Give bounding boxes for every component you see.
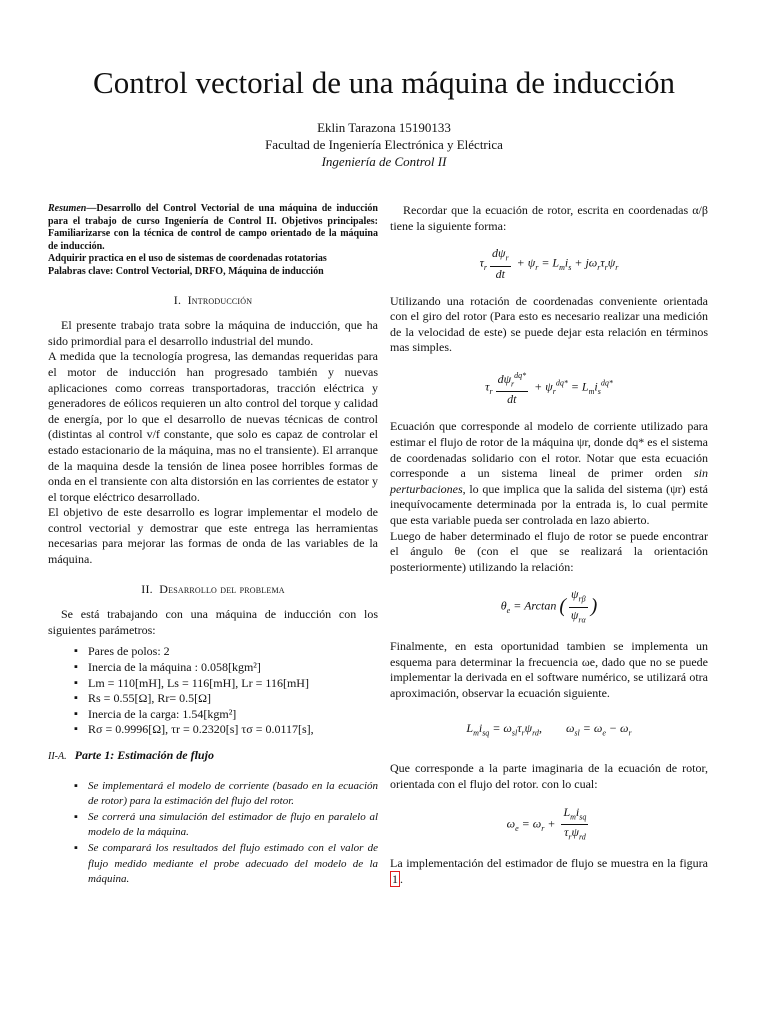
intro-paragraph-2: A medida que la tecnología progresa, las demandas requeridas para el motor de inducción han progresado también y nuevas aplicaciones como correas transportadoras, tracción eléctrica y generadores de eólicos requieren un alto control del torque y calidad de energía, por lo que el desarrollo de nuevas técnicas de control (distintas al control v/f constante, que solo es capaz de controlar el estado estacionario de la máquina, mas no el transiente). El arranque de la maquina desde la tensión de linea posee horribles formas de onda en el transiente con alta distorsión en las corrientes de estator y el torque eléctrico desarrollado. — [48, 349, 378, 504]
list-item: ▪ Se implementará el modelo de corriente (basado en la ecuación de rotor) para la estimación del flujo del rotor. — [88, 779, 378, 810]
left-column — [48, 203, 378, 888]
right-paragraph-2: Utilizando una rotación de coordenadas conveniente orientada con el giro del rotor (Para esto es necesario realizar una medición de la velocidad de este) se puede dejar esta relación en términos mas simples. — [390, 293, 708, 355]
keywords: Palabras clave: Control Vectorial, DRFO, Máquina de inducción — [48, 265, 324, 277]
abstract-line2: Adquirir practica en el uso de sistemas de coordenadas rotatorias — [48, 253, 327, 265]
figure-reference-link[interactable]: 1 — [392, 871, 398, 886]
paper-title: Control vectorial de una máquina de inducción — [93, 65, 675, 100]
list-item: ▪ Lm = 110[mH], Ls = 116[mH], Lr = 116[mH] — [88, 676, 378, 692]
section-heading-development: II. Desarrollo del problema — [141, 581, 285, 596]
intro-paragraph-1: El presente trabajo trata sobre la máquina de inducción, que ha sido primordial para el desarrollo industrial del mundo. — [48, 318, 378, 348]
list-item: ▪ Pares de polos: 2 — [88, 644, 378, 660]
equation-rotor: $\tau_r$ $\frac{d\psi_r}{dt}$ + $\psi_r = L_mi_s + j\omega_r\tau_r\psi_r$ — [479, 246, 619, 281]
equation-current-model: $\tau_r$ $\frac{d\psi_r^{dq*}}{dt}$ + $\psi_r^{dq*} = L_mi_s^{dq*}$ — [390, 368, 708, 407]
right-paragraph-4: Luego de haber determinado el flujo de rotor se puede encontrar el ángulo θe (con el que se realizará la orientación posteriormente) utilizando la relación: — [390, 528, 708, 574]
right-paragraph-1: Recordar que la ecuación de rotor, escrita en coordenadas α/β tiene la siguiente forma: — [390, 203, 708, 233]
list-item: ▪ Rσ = 0.9996[Ω], τr = 0.2320[s] τσ = 0.0117[s], — [88, 722, 378, 738]
parameter-list — [48, 644, 378, 738]
intro-paragraph-3: El objetivo de este desarrollo es lograr implementar el modelo de control vectorial y demostrar que este entrega las herramientas necesarias para mejorar las formas de onda de las variables de la máquina. — [48, 505, 378, 567]
abstract-text: —Desarrollo del Control Vectorial de una máquina de inducción para el trabajo de curso Ingeniería de Control II. Objetivos principales: Familiarizarse con la técnica de control de campo orientado de la máquina de inducción. — [48, 203, 378, 252]
abstract — [48, 203, 378, 279]
author-department: Ingeniería de Control II — [321, 154, 447, 169]
equation-frequency: $\omega_e = \omega_r$ + $\frac{L_mi_{sq}}{\tau_r\psi_{rd}}$ — [506, 804, 587, 842]
right-column — [390, 203, 708, 888]
right-paragraph-6: Que corresponde a la parte imaginaria de la ecuación de rotor, orientada con el flujo del rotor. con lo cual: — [390, 761, 708, 792]
right-paragraph-7: La implementación del estimador de flujo se muestra en la figura 1 . — [390, 856, 708, 886]
list-item: ▪ Inercia de la máquina : 0.058[kgm²] — [88, 660, 378, 676]
development-paragraph: Se está trabajando con una máquina de inducción con los siguientes parámetros: — [48, 607, 378, 637]
abstract-lead: Resumen — [48, 203, 87, 214]
list-item: ▪ Se comparará los resultados del flujo estimado con el valor de flujo medido mediante el probe adecuado del modelo de la máquina. — [88, 841, 378, 888]
author-block — [0, 119, 768, 170]
subsection-heading: II-A. Parte 1: Estimación de flujo — [48, 748, 214, 762]
list-item: ▪ Se correrá una simulación del estimador de flujo en paralelo al modelo de la máquina. — [88, 810, 378, 841]
right-paragraph-5: Finalmente, en esta oportunidad tambien se implementa un esquema para determinar la frecuencia ωe, dado que no se puede implementar la derivada en el software numérico, se utilizará otra aproximación, observar la ecuación siguiente. — [390, 639, 708, 700]
author-faculty: Facultad de Ingeniería Electrónica y Eléctrica — [265, 137, 503, 152]
list-item: ▪ Rs = 0.55[Ω], Rr= 0.5[Ω] — [88, 691, 378, 707]
task-list — [48, 779, 378, 888]
list-item: ▪ Inercia de la carga: 1.54[kgm²] — [88, 707, 378, 723]
equation-angle: $\theta_e = Arctan$ ( $\frac{\psi_{r\beta}}{\psi_{r\alpha}}$ ) — [500, 587, 598, 625]
right-paragraph-3: Ecuación que corresponde al modelo de corriente utilizado para estimar el flujo de rotor de la máquina ψr, donde dq* es el sistema de coordenadas solidario con el rotor. Notar que esta ecuación corresponde a un sistema lineal de primer orden sin perturbaciones, lo que implica que la salida del sistema (ψr) está inequívocamente determinada por la entrada is, lo cual permite que esta variable pueda ser controlada en lazo abierto. — [390, 419, 709, 527]
author-name: Eklin Tarazona 15190133 — [317, 120, 451, 135]
section-heading-intro: I. Introducción — [173, 292, 253, 307]
equation-slip: $L_mi_{sq} = \omega_{sl}\tau_r\psi_{rd}$, $\omega_{sl} = \omega_e - \omega_r$ — [466, 721, 632, 738]
